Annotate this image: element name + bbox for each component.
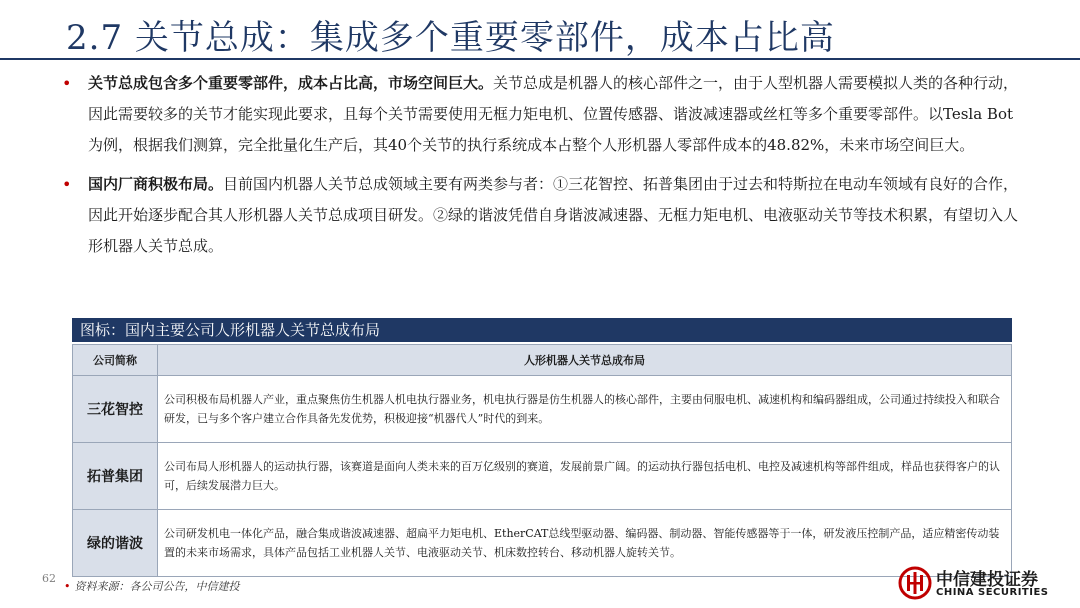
table-row bbox=[73, 443, 1012, 510]
title-bar bbox=[0, 0, 1080, 62]
company-desc: 公司布局人形机器人的运动执行器，该赛道是面向人类未来的百万亿级别的赛道，发展前景广阔。的运动执行器包括电机、电控及减速机构等部件组成，样品也获得客户的认可，后续发展潜力巨大。 bbox=[158, 443, 1012, 510]
logo-cn-text: 中信建投证券 bbox=[936, 570, 1038, 590]
citic-logo-icon bbox=[898, 566, 932, 600]
bullet-item bbox=[62, 169, 1024, 262]
bullet-heading: 国内厂商积极布局。 bbox=[88, 175, 224, 193]
bullet-item bbox=[62, 68, 1024, 161]
bullet-dot-icon: • bbox=[62, 74, 72, 93]
table-header-row bbox=[73, 345, 1012, 376]
page-title: 2.7 关节总成：集成多个重要零部件，成本占比高 bbox=[66, 18, 835, 58]
title-divider bbox=[0, 58, 1080, 60]
source-text: 资料来源：各公司公告，中信建投 bbox=[74, 580, 240, 593]
header-layout: 人形机器人关节总成布局 bbox=[158, 345, 1012, 376]
bullet-list bbox=[62, 68, 1024, 270]
company-desc: 公司研发机电一体化产品，融合集成谐波减速器、超扁平力矩电机、EtherCAT总线型驱动器、编码器、制动器、智能传感器等于一体，研发液压控制产品，适应精密传动装置的未来市场需求，具体产品包括工业机器人关节、电液驱动关节、机床数控转台、移动机器人旋转关节。 bbox=[158, 510, 1012, 577]
company-name: 绿的谐波 bbox=[73, 510, 158, 577]
company-desc: 公司积极布局机器人产业，重点聚焦仿生机器人机电执行器业务，机电执行器是仿生机器人的核心部件，主要由伺服电机、减速机构和编码器组成，公司通过持续投入和联合研发，已与多个客户建立合作具备先发优势，积极迎接“机器代人”时代的到来。 bbox=[158, 376, 1012, 443]
logo-en-text: CHINA SECURITIES bbox=[936, 587, 1049, 598]
company-name: 拓普集团 bbox=[73, 443, 158, 510]
company-table bbox=[72, 344, 1012, 577]
source-dot-icon: • bbox=[64, 580, 71, 593]
table-row bbox=[73, 510, 1012, 577]
header-company: 公司简称 bbox=[73, 345, 158, 376]
table-row bbox=[73, 376, 1012, 443]
company-logo bbox=[898, 563, 1058, 603]
bullet-body: 目前国内机器人关节总成领域主要有两类参与者：①三花智控、拓普集团由于过去和特斯拉在电动车领域有良好的合作，因此开始逐步配合其人形机器人关节总成项目研发。②绿的谐波凭借自身谐波减速器、无框力矩电机、电液驱动关节等技术积累，有望切入人形机器人关节总成。 bbox=[88, 175, 1019, 255]
bullet-heading: 关节总成包含多个重要零部件，成本占比高，市场空间巨大。 bbox=[88, 74, 494, 92]
page-number: 62 bbox=[42, 572, 56, 585]
bullet-dot-icon: • bbox=[62, 175, 72, 194]
source-note bbox=[64, 578, 240, 594]
company-name: 三花智控 bbox=[73, 376, 158, 443]
bullet-body: 关节总成是机器人的核心部件之一，由于人型机器人需要模拟人类的各种行动，因此需要较多的关节才能实现此要求，且每个关节需要使用无框力矩电机、位置传感器、谐波减速器或丝杠等多个重要零部件。以Tesla Bot为例，根据我们测算，完全批量化生产后，其40个关节的执行系统成本占整个人形机器人零部件成本的48.82%，未来市场空间巨大。 bbox=[88, 74, 1019, 154]
figure-title: 图标：国内主要公司人形机器人关节总成布局 bbox=[72, 318, 1012, 342]
